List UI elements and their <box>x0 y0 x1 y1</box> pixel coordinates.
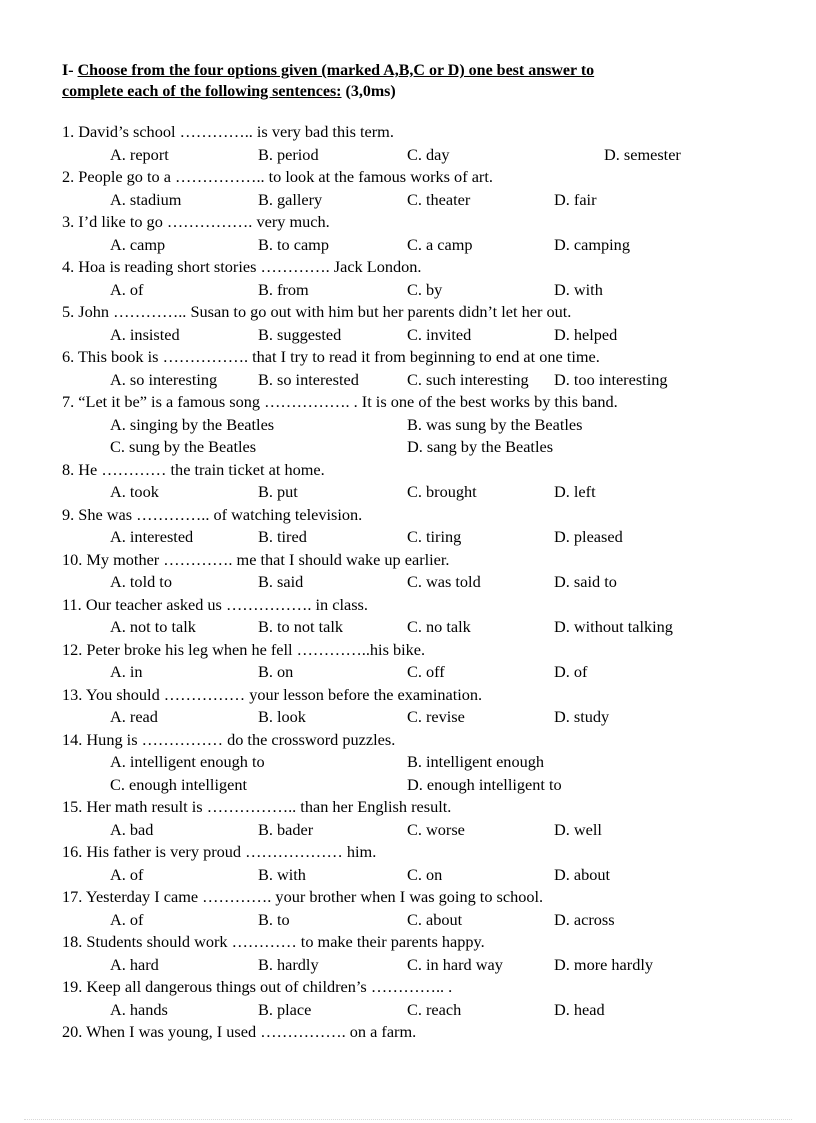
answer-option-b: B. tired <box>258 527 307 546</box>
options-row <box>62 706 762 729</box>
question-text: 9. She was ………….. of watching television. <box>62 504 363 524</box>
answer-option-d: D. with <box>554 279 603 299</box>
options-row <box>62 526 762 549</box>
answer-option-d: D. sang by the Beatles <box>407 437 554 456</box>
answer-option-d: D. head <box>554 999 605 1019</box>
options-row <box>62 571 762 594</box>
answer-option-d: D. across <box>554 909 615 929</box>
answer-option-d: D. well <box>554 819 602 839</box>
options-row <box>62 661 762 684</box>
answer-option-a: A. so interesting <box>110 369 218 389</box>
question-list <box>62 121 762 1044</box>
question-text: 2. People go to a …………….. to look at the famous works of art. <box>62 167 493 186</box>
question-text: 16. His father is very proud ……………… him. <box>62 842 377 861</box>
answer-option-c: C. day <box>407 144 450 164</box>
answer-option-c: C. reach <box>407 999 462 1019</box>
answer-option-b: B. period <box>258 144 319 164</box>
answer-option-c: C. no talk <box>407 617 471 636</box>
options-row <box>62 414 762 437</box>
answer-option-a: A. interested <box>110 527 194 546</box>
answer-option-a: A. report <box>110 144 169 164</box>
answer-option-c: C. tiring <box>407 527 462 546</box>
answer-option-b: B. was sung by the Beatles <box>407 414 583 434</box>
answer-option-b: B. look <box>258 707 306 726</box>
answer-option-b: B. on <box>258 662 294 681</box>
options-row <box>62 954 762 977</box>
answer-option-a: A. read <box>110 707 158 726</box>
question-text: 10. My mother …………. me that I should wake up earlier. <box>62 549 450 569</box>
answer-option-d: D. without talking <box>554 617 673 636</box>
answer-option-c: C. by <box>407 279 443 299</box>
options-row <box>62 189 762 212</box>
options-row <box>62 324 762 347</box>
answer-option-d: D. semester <box>604 144 681 164</box>
answer-option-b: B. bader <box>258 819 314 839</box>
answer-option-d: D. left <box>554 482 596 501</box>
answer-option-c: C. worse <box>407 819 465 839</box>
options-row <box>62 436 762 459</box>
answer-option-a: A. not to talk <box>110 617 196 636</box>
answer-option-a: A. took <box>110 482 159 501</box>
answer-option-d: D. study <box>554 707 610 726</box>
question-text: 19. Keep all dangerous things out of children’s ………….. . <box>62 977 453 996</box>
options-row <box>62 616 762 639</box>
options-row <box>62 481 762 504</box>
question-text: 18. Students should work ………… to make their parents happy. <box>62 932 485 951</box>
answer-option-c: C. theater <box>407 189 471 209</box>
options-row <box>62 369 762 392</box>
answer-option-d: D. of <box>554 662 588 681</box>
answer-option-a: A. singing by the Beatles <box>110 414 275 434</box>
question-text: 5. John ………….. Susan to go out with him but her parents didn’t let her out. <box>62 302 572 321</box>
question-text: 17. Yesterday I came …………. your brother when I was going to school. <box>62 887 544 906</box>
options-row <box>62 864 762 887</box>
answer-option-a: A. told to <box>110 572 172 591</box>
question-text: 3. I’d like to go ……………. very much. <box>62 212 330 231</box>
answer-option-b: B. with <box>258 864 306 884</box>
page-border <box>24 1119 792 1120</box>
answer-option-b: B. from <box>258 279 309 299</box>
options-row <box>62 774 762 797</box>
answer-option-d: D. more hardly <box>554 954 654 974</box>
answer-option-a: A. of <box>110 909 144 929</box>
answer-option-a: A. hard <box>110 954 159 974</box>
question-text: 8. He ………… the train ticket at home. <box>62 459 325 479</box>
answer-option-a: A. insisted <box>110 324 180 344</box>
answer-option-d: D. fair <box>554 189 597 209</box>
answer-option-b: B. to <box>258 909 290 929</box>
question-text: 4. Hoa is reading short stories …………. Jack London. <box>62 257 422 276</box>
answer-option-b: B. said <box>258 572 304 591</box>
answer-option-a: A. intelligent enough to <box>110 752 265 771</box>
answer-option-c: C. revise <box>407 707 465 726</box>
instruction-line-1: Choose from the four options given (marked A,B,C or D) one best answer to <box>77 62 595 79</box>
answer-option-c: C. a camp <box>407 234 473 254</box>
answer-option-d: D. about <box>554 864 611 884</box>
question-text: 15. Her math result is …………….. than her English result. <box>62 797 452 816</box>
question-text: 6. This book is ……………. that I try to read it from beginning to end at one time. <box>62 347 600 366</box>
options-row <box>62 144 762 167</box>
answer-option-b: B. intelligent enough <box>407 752 545 771</box>
instruction-line-2: complete each of the following sentences: <box>62 83 342 100</box>
options-row <box>62 751 762 774</box>
question-text: 11. Our teacher asked us ……………. in class. <box>62 594 368 614</box>
options-row <box>62 819 762 842</box>
answer-option-b: B. place <box>258 999 312 1019</box>
question-text: 7. “Let it be” is a famous song ……………. . It is one of the best works by this band. <box>62 392 618 411</box>
answer-option-d: D. enough intelligent to <box>407 774 562 794</box>
question-text: 20. When I was young, I used ……………. on a farm. <box>62 1022 417 1041</box>
answer-option-c: C. invited <box>407 324 472 344</box>
answer-option-a: A. bad <box>110 819 154 839</box>
answer-option-a: A. of <box>110 864 144 884</box>
answer-option-d: D. said to <box>554 572 617 591</box>
answer-option-c: C. on <box>407 864 443 884</box>
answer-option-b: B. so interested <box>258 369 359 389</box>
options-row <box>62 279 762 302</box>
answer-option-c: C. sung by the Beatles <box>110 437 257 456</box>
answer-option-b: B. suggested <box>258 324 342 344</box>
options-row <box>62 909 762 932</box>
answer-option-d: D. too interesting <box>554 369 668 389</box>
question-text: 13. You should …………… your lesson before the examination. <box>62 684 483 704</box>
section-number: I- <box>62 62 78 79</box>
answer-option-a: A. in <box>110 662 143 681</box>
answer-option-d: D. helped <box>554 324 618 344</box>
section-heading <box>62 60 742 102</box>
answer-option-a: A. camp <box>110 234 166 254</box>
answer-option-c: C. in hard way <box>407 954 503 974</box>
answer-option-b: B. gallery <box>258 189 323 209</box>
answer-option-a: A. of <box>110 279 144 299</box>
answer-option-c: C. off <box>407 662 445 681</box>
answer-option-c: C. such interesting <box>407 369 529 389</box>
answer-option-c: C. was told <box>407 572 481 591</box>
answer-option-d: D. pleased <box>554 527 623 546</box>
answer-option-c: C. brought <box>407 482 477 501</box>
answer-option-d: D. camping <box>554 234 630 254</box>
question-text: 12. Peter broke his leg when he fell …………..his bike. <box>62 639 426 659</box>
answer-option-a: A. hands <box>110 999 168 1019</box>
answer-option-b: B. to camp <box>258 234 329 254</box>
options-row <box>62 999 762 1022</box>
answer-option-a: A. stadium <box>110 189 182 209</box>
question-text: 1. David’s school ………….. is very bad this term. <box>62 122 394 141</box>
options-row <box>62 234 762 257</box>
marks-label: (3,0ms) <box>341 83 396 100</box>
answer-option-b: B. put <box>258 482 298 501</box>
question-text: 14. Hung is …………… do the crossword puzzles. <box>62 729 396 749</box>
answer-option-c: C. about <box>407 909 463 929</box>
answer-option-b: B. hardly <box>258 954 319 974</box>
answer-option-b: B. to not talk <box>258 617 344 636</box>
answer-option-c: C. enough intelligent <box>110 774 248 794</box>
